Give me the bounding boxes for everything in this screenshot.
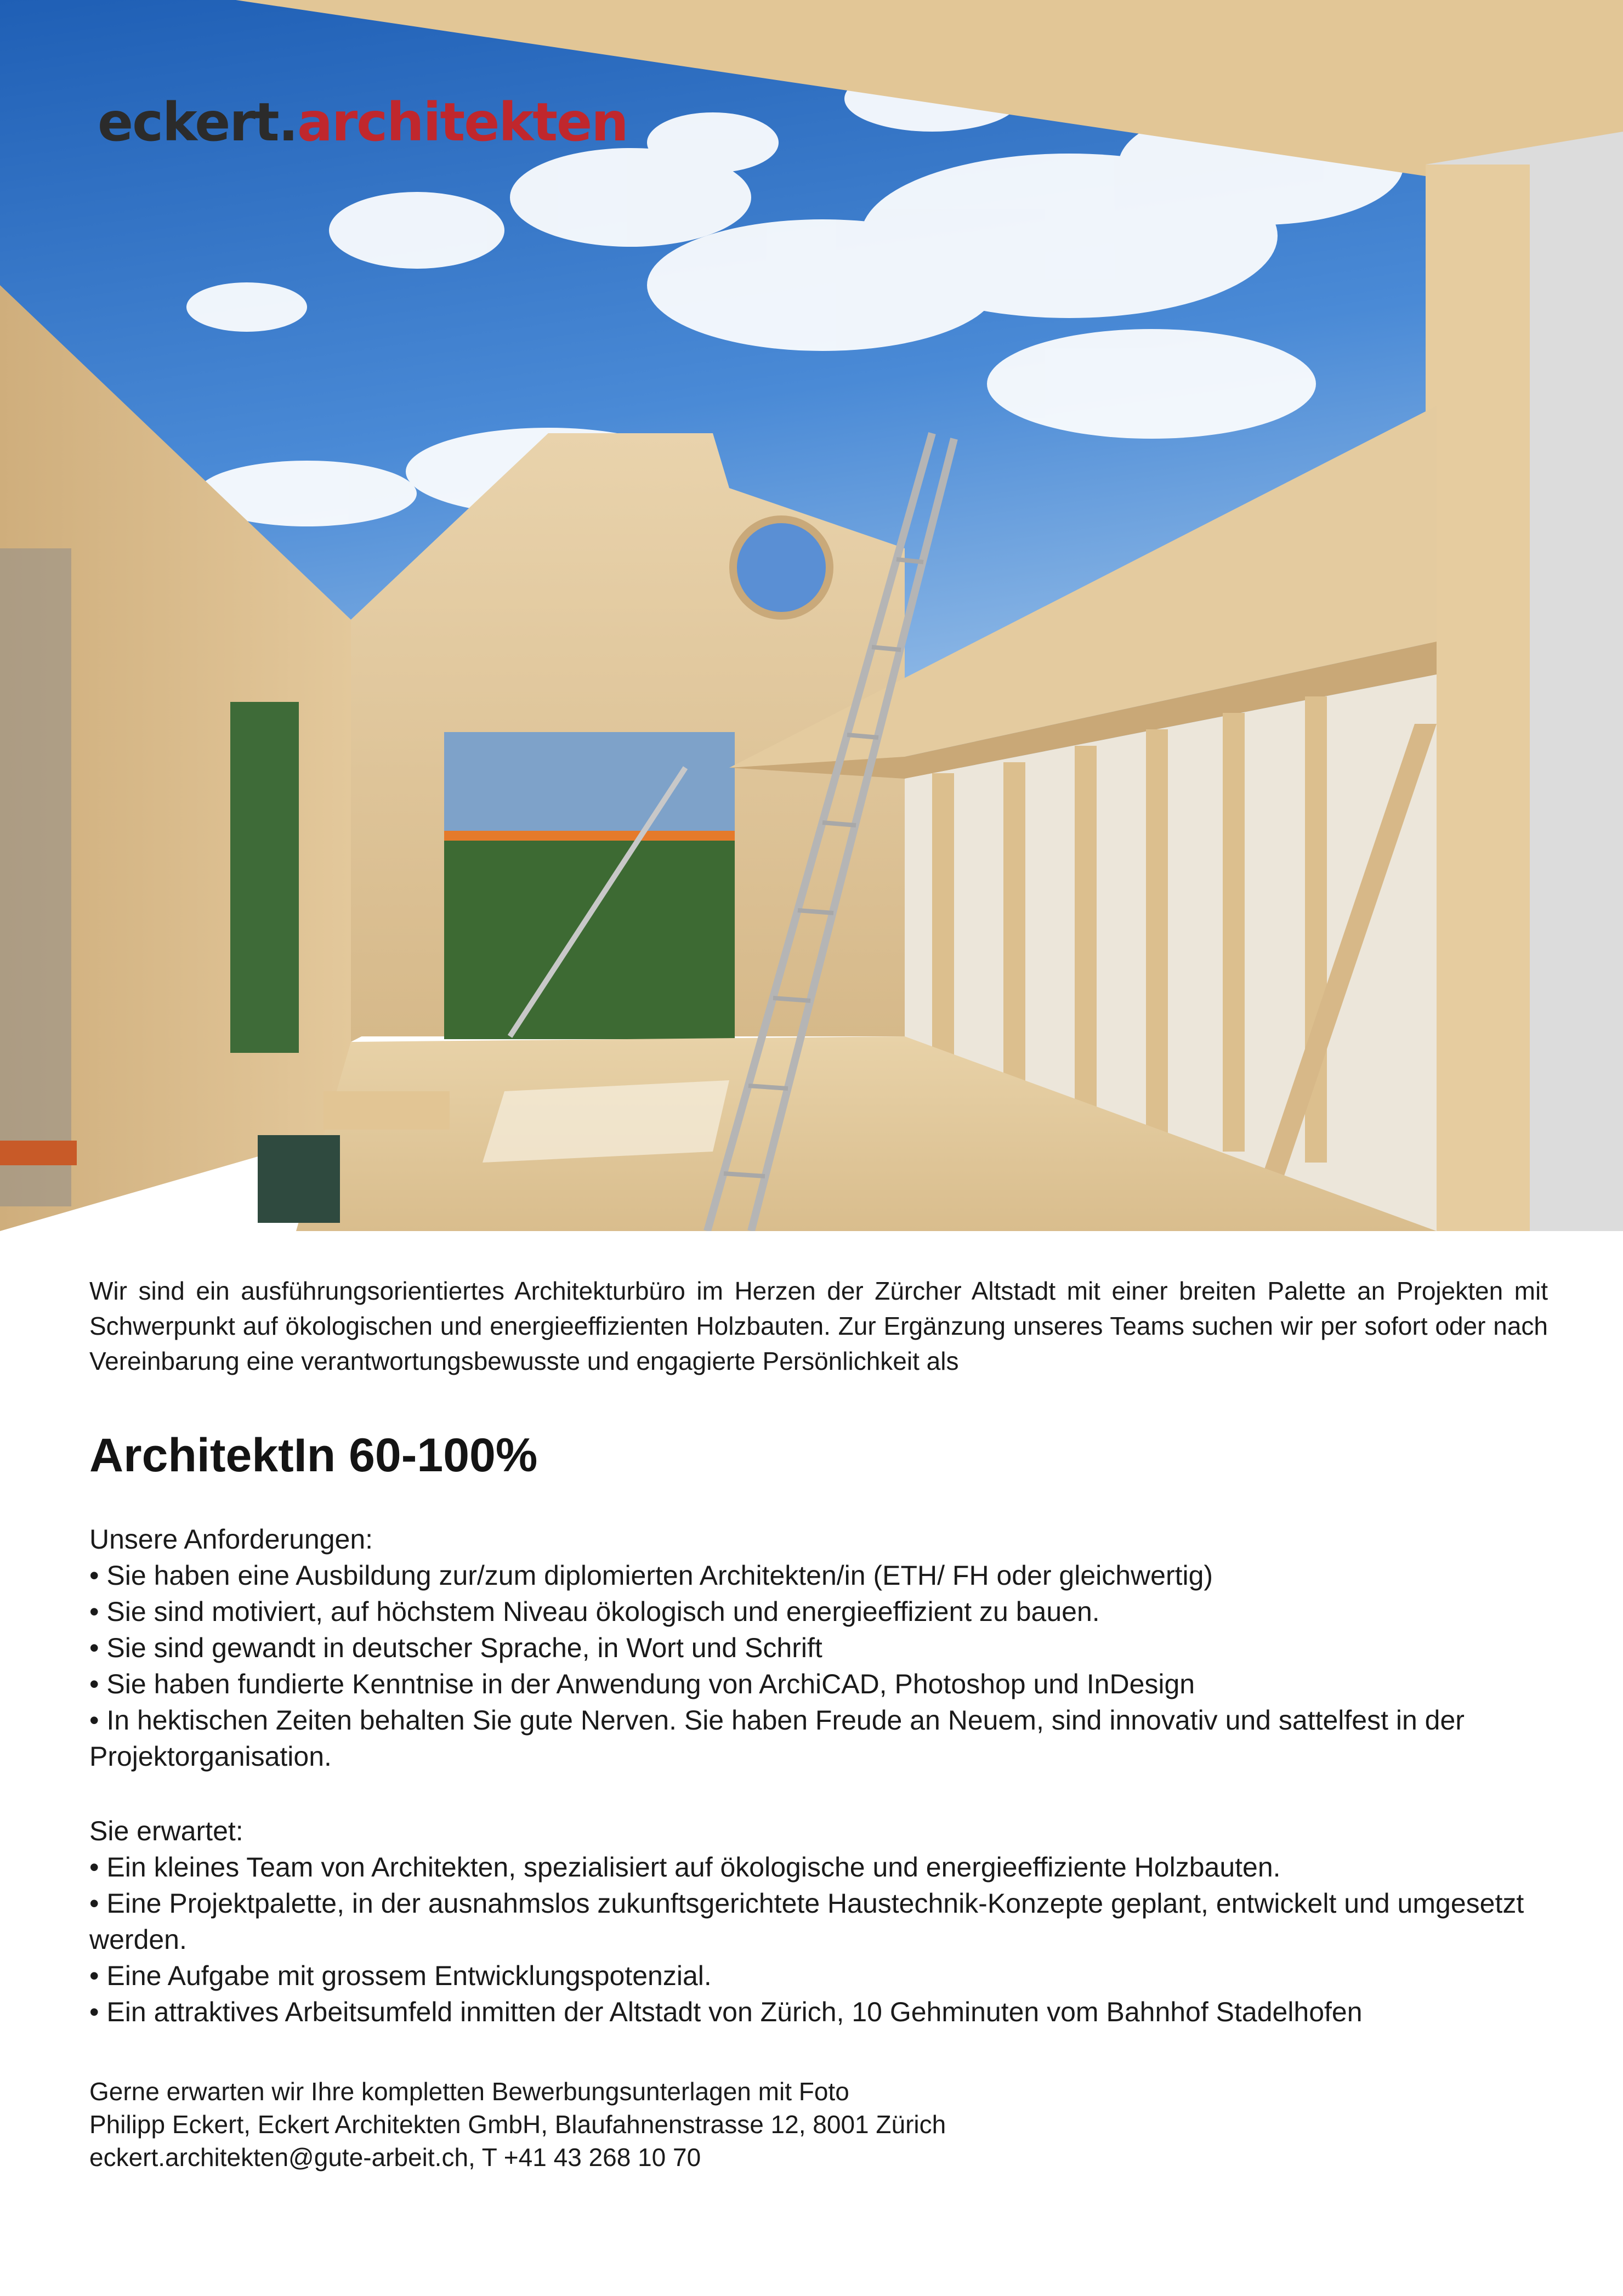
list-item: • Sie haben fundierte Kenntnise in der Anwendung von ArchiCAD, Photoshop und InDesign xyxy=(89,1666,1548,1702)
contact-email-phone[interactable]: eckert.architekten@gute-arbeit.ch, T +41 43 268 10 70 xyxy=(89,2143,701,2172)
company-logo xyxy=(98,92,628,153)
list-item: • Ein attraktives Arbeitsumfeld inmitten der Altstadt von Zürich, 10 Gehminuten vom Bahnhof Stadelhofen xyxy=(89,1994,1548,2030)
list-item: • Sie sind motiviert, auf höchstem Niveau ökologisch und energieeffizient zu bauen. xyxy=(89,1594,1548,1630)
requirements-section xyxy=(89,1521,1548,1775)
offer-heading: Sie erwartet: xyxy=(89,1816,243,1846)
requirements-list xyxy=(89,1557,1548,1775)
list-item: • Eine Aufgabe mit grossem Entwicklungspotenzial. xyxy=(89,1958,1548,1994)
offer-section xyxy=(89,1813,1548,2030)
job-title: ArchitektIn 60-100% xyxy=(89,1429,538,1482)
logo-part-eckert: eckert. xyxy=(98,92,298,153)
offer-list xyxy=(89,1849,1548,2030)
application-note: Gerne erwarten wir Ihre kompletten Bewerbungsunterlagen mit Foto xyxy=(89,2077,849,2106)
list-item: • Ein kleines Team von Architekten, spezialisiert auf ökologische und energieeffiziente Holzbauten. xyxy=(89,1849,1548,1885)
job-posting-body xyxy=(89,1273,1548,2174)
list-item: • Sie sind gewandt in deutscher Sprache, in Wort und Schrift xyxy=(89,1630,1548,1666)
list-item: • In hektischen Zeiten behalten Sie gute Nerven. Sie haben Freude an Neuem, sind innovativ und sattelfest in der Projektorganisation. xyxy=(89,1702,1548,1775)
requirements-heading: Unsere Anforderungen: xyxy=(89,1524,373,1555)
list-item: • Eine Projektpalette, in der ausnahmslos zukunftsgerichtete Haustechnik-Konzepte geplant, entwickelt und umgesetzt werden. xyxy=(89,1885,1548,1958)
logo-part-architekten: architekten xyxy=(297,92,628,153)
list-item: • Sie haben eine Ausbildung zur/zum diplomierten Architekten/in (ETH/ FH oder gleichwertig) xyxy=(89,1557,1548,1594)
intro-paragraph: Wir sind ein ausführungsorientiertes Architekturbüro im Herzen der Zürcher Altstadt mit einer breiten Palette an Projekten mit Schwerpunkt auf ökologischen und energieeffizienten Holzbauten. Zur Ergänzung unseres Teams suchen wir per sofort oder nach Vereinbarung eine verantwortungsbewusste und engagierte Persönlichkeit als xyxy=(89,1277,1548,1375)
contact-section xyxy=(89,2075,1548,2174)
contact-address: Philipp Eckert, Eckert Architekten GmbH, Blaufahnenstrasse 12, 8001 Zürich xyxy=(89,2110,946,2139)
